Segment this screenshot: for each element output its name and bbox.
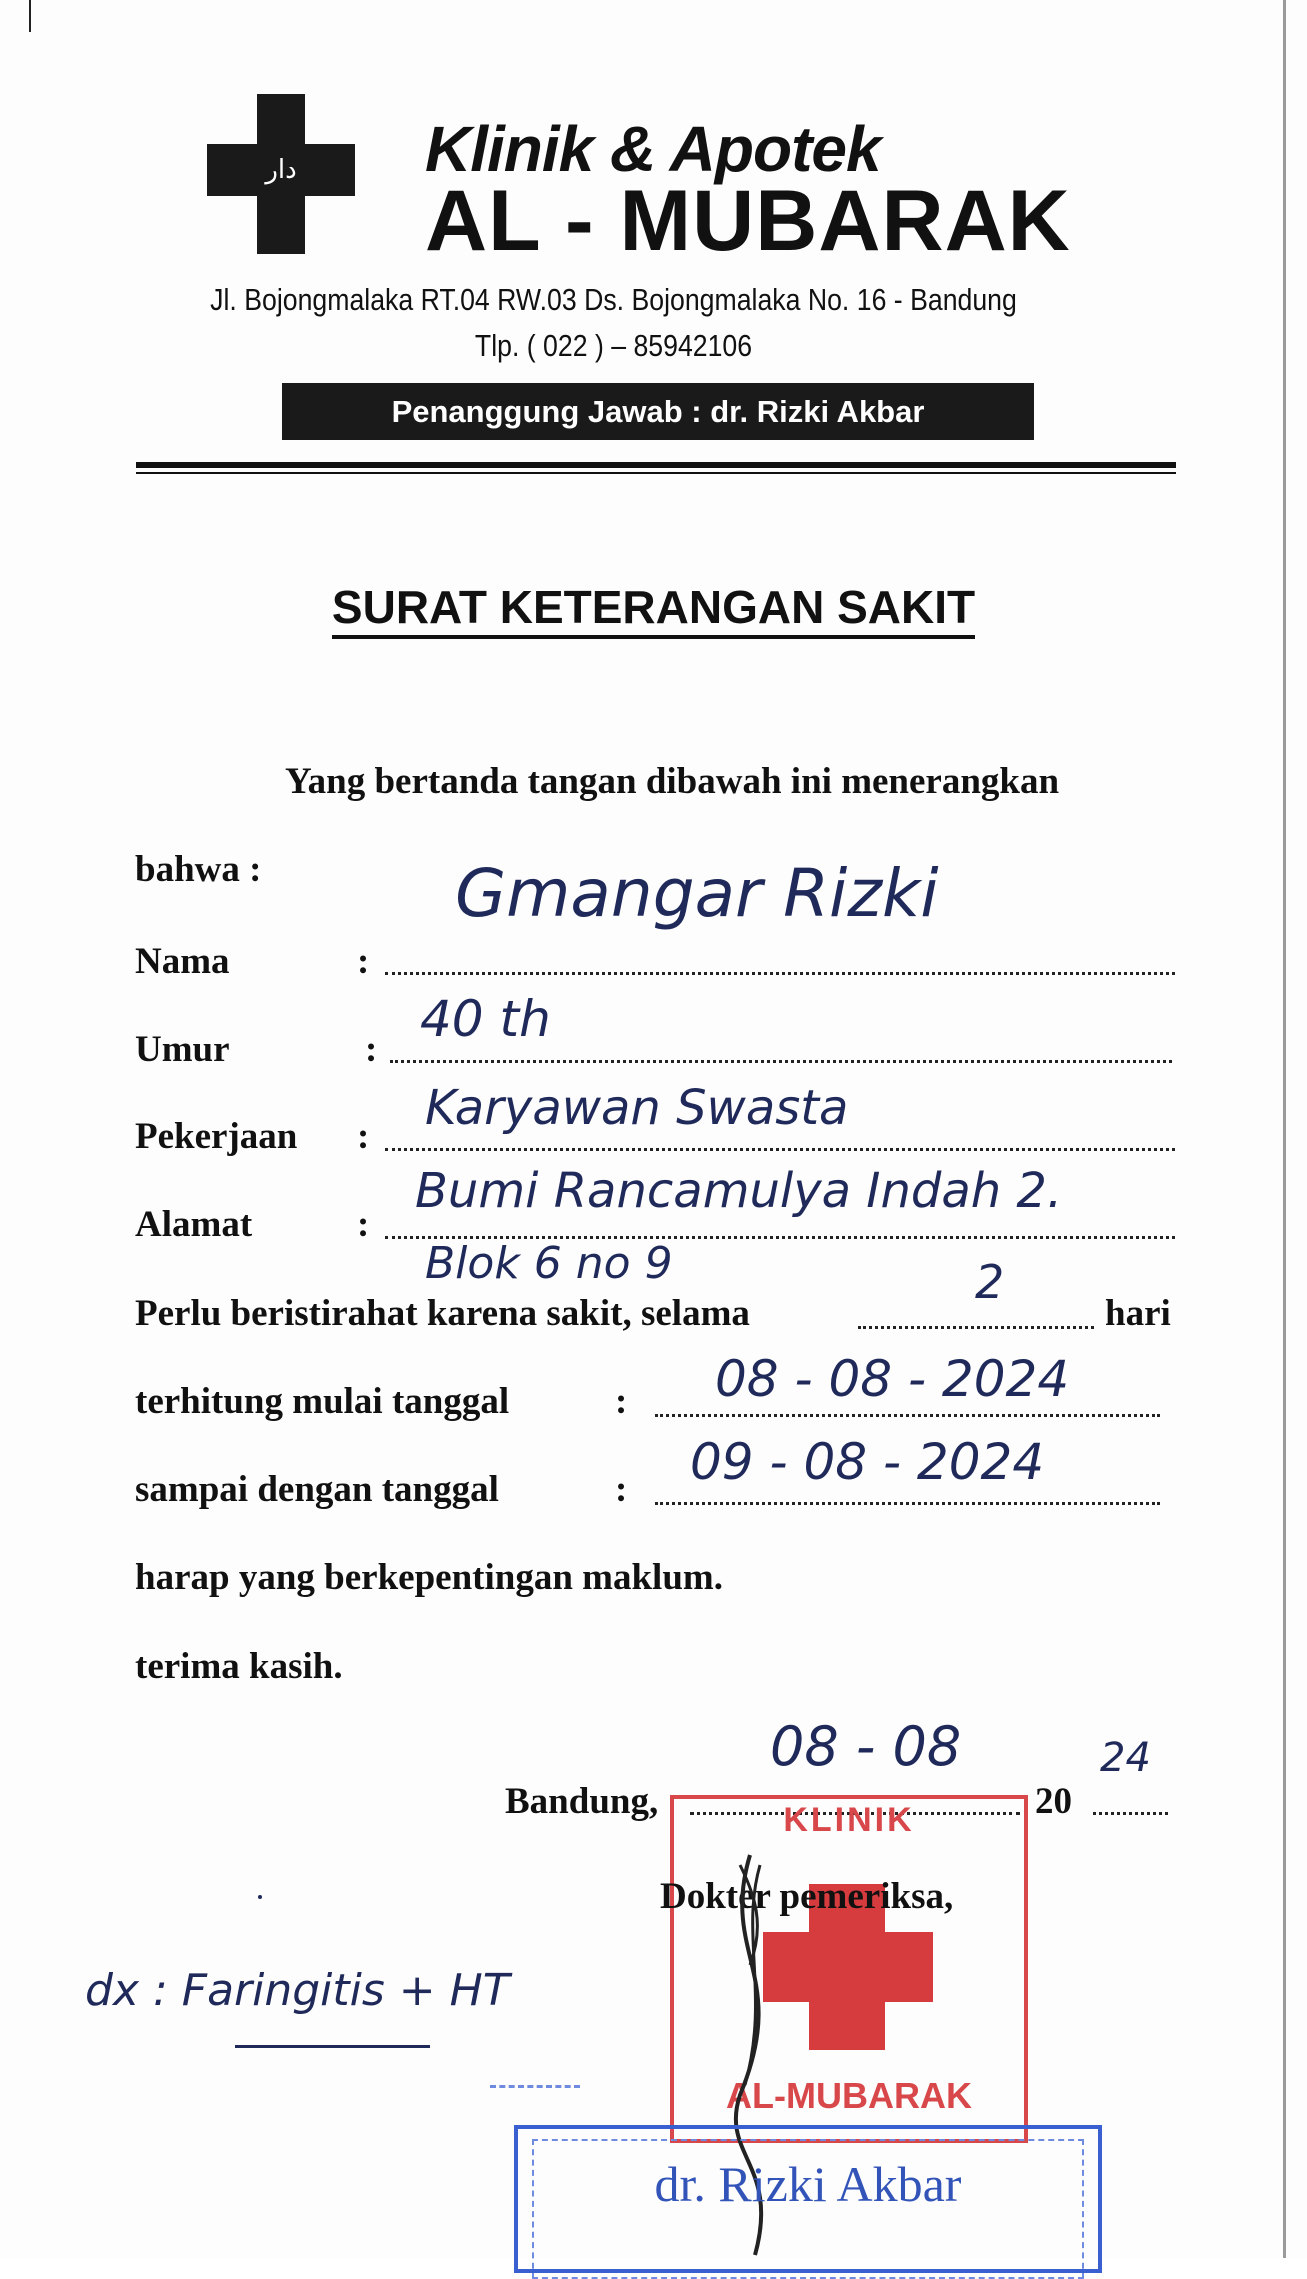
nama-label: Nama — [135, 941, 230, 982]
thanks-text: terima kasih. — [135, 1646, 343, 1687]
start-date-value: 08 - 08 - 2024 — [715, 1350, 1070, 1408]
start-date-label: terhitung mulai tanggal — [135, 1381, 510, 1422]
clinic-cross-logo-icon — [207, 94, 355, 254]
umur-value: 40 th — [420, 990, 551, 1048]
stamp-clinic-text: KLINIK — [783, 1801, 915, 1839]
clinic-phone: Tlp. ( 022 ) – 85942106 — [474, 328, 753, 363]
alamat-value-line1: Bumi Rancamulya Indah 2. — [415, 1163, 1063, 1219]
start-date-dotted-line — [655, 1414, 1160, 1417]
clinic-name-line1: Klinik & Apotek — [425, 113, 881, 185]
pekerjaan-value: Karyawan Swasta — [425, 1080, 849, 1136]
stamp-clinic-name: AL-MUBARAK — [726, 2075, 972, 2116]
intro-text: Yang bertanda tangan dibawah ini menerangkan — [285, 761, 1060, 802]
clinic-name-line2: AL - MUBARAK — [425, 173, 1071, 269]
sign-year-value: 24 — [1100, 1735, 1151, 1781]
start-date-colon: : — [615, 1381, 628, 1422]
document-title: SURAT KETERANGAN SAKIT — [0, 580, 1307, 634]
rest-days-unit: hari — [1105, 1293, 1171, 1334]
stamp-dash — [490, 2085, 580, 2088]
umur-label: Umur — [135, 1029, 230, 1070]
examiner-label: Dokter pemeriksa, — [660, 1876, 954, 1917]
year-dotted-line — [1093, 1812, 1168, 1815]
rest-days-dotted-line — [858, 1326, 1094, 1329]
stamp-doctor-name: dr. Rizki Akbar — [654, 2156, 962, 2212]
bahwa-label: bahwa : — [135, 849, 262, 890]
closing-text: harap yang berkepentingan maklum. — [135, 1557, 723, 1598]
scan-mark — [29, 0, 31, 32]
pekerjaan-colon: : — [357, 1116, 370, 1157]
end-date-value: 09 - 08 - 2024 — [690, 1433, 1045, 1491]
rest-period-text: Perlu beristirahat karena sakit, selama — [135, 1293, 750, 1334]
diagnosis-note: dx : Faringitis + HT — [85, 1965, 510, 2016]
responsible-doctor-banner: Penanggung Jawab : dr. Rizki Akbar — [282, 383, 1034, 440]
alamat-label: Alamat — [135, 1204, 253, 1245]
doctor-name-stamp — [514, 2125, 1102, 2273]
sign-date-value: 08 - 08 — [770, 1715, 962, 1778]
nama-value: Gmangar Rizki — [455, 855, 939, 932]
header-divider — [136, 462, 1176, 468]
page-edge — [1283, 0, 1286, 2258]
umur-dotted-line — [390, 1060, 1172, 1063]
end-date-dotted-line — [655, 1502, 1160, 1505]
logo-emblem: دار — [265, 155, 297, 185]
place-label: Bandung, — [505, 1781, 659, 1822]
end-date-colon: : — [615, 1469, 628, 1510]
pekerjaan-dotted-line — [385, 1148, 1175, 1151]
ink-dot — [258, 1895, 262, 1899]
year-prefix: 20 — [1035, 1781, 1072, 1822]
umur-colon: : — [365, 1029, 378, 1070]
alamat-value-line2: Blok 6 no 9 — [425, 1238, 673, 1289]
nama-dotted-line — [385, 972, 1175, 975]
end-date-label: sampai dengan tanggal — [135, 1469, 499, 1510]
pekerjaan-label: Pekerjaan — [135, 1116, 298, 1157]
alamat-colon: : — [357, 1204, 370, 1245]
clinic-address: Jl. Bojongmalaka RT.04 RW.03 Ds. Bojongmalaka No. 16 - Bandung — [210, 282, 1017, 317]
rest-days-value: 2 — [975, 1255, 1005, 1309]
nama-colon: : — [357, 941, 370, 982]
diagnosis-underline — [235, 2045, 430, 2048]
header-divider-thin — [136, 472, 1176, 474]
